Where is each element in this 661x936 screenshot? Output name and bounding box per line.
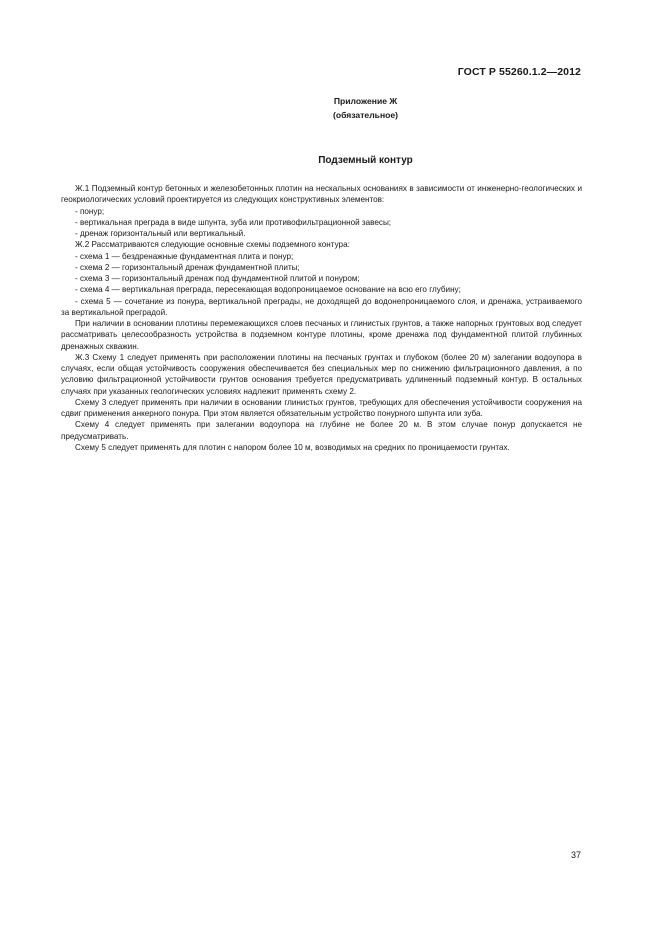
paragraph: - схема 5 — сочетание из понура, вертикальной преграды, не доходящей до водонепроницаемого слоя, и дренажа, устраиваемого за вертикальной преградой. (61, 296, 582, 317)
paragraph: Ж.3 Схему 1 следует применять при расположении плотины на песчаных грунтах и глубоком (более 20 м) залегании водоупора в случаях, если общая устойчивость сооружения обеспечивается без специальных мер по снижению фильтрационного давления, а по условию фильтрационной устойчивости грунтов основания требуется предусматривать удлиненный подземный контур. В остальных случаях при указанных геологических условиях надлежит применять схему 2. (61, 352, 582, 396)
body-text (61, 183, 582, 453)
paragraph: Схему 3 следует применять при наличии в основании глинистых грунтов, требующих для обеспечения устойчивости сооружения на сдвиг применения анкерного понура. При этом является обязательным устройство понурного шпунта или зуба. (61, 397, 582, 418)
paragraph: - схема 4 — вертикальная преграда, пересекающая водопроницаемое основание на всю его глубину; (75, 285, 461, 295)
paragraph: - дренаж горизонтальный или вертикальный. (75, 229, 246, 238)
paragraph: - схема 3 — горизонтальный дренаж под фундаментной плитой и понуром; (75, 274, 360, 283)
paragraph: Схему 5 следует применять для плотин с напором более 10 м, возводимых на средних по проницаемости грунтах. (75, 442, 510, 452)
paragraph: - понур; (75, 206, 105, 216)
paragraph: - схема 2 — горизонтальный дренаж фундаментной плиты; (75, 262, 300, 272)
document-code: ГОСТ Р 55260.1.2—2012 (457, 66, 581, 78)
appendix-title: Приложение Ж (333, 96, 398, 106)
paragraph: Ж.2 Рассматриваются следующие основные схемы подземного контура: (75, 240, 350, 250)
section-title: Подземный контур (318, 155, 413, 166)
appendix-status: (обязательное) (332, 109, 399, 120)
page-number: 37 (571, 850, 582, 860)
paragraph: Схему 4 следует применять при залегании водоупора на глубине не более 20 м. В этом случае понур допускается не предусматривать. (61, 420, 582, 441)
paragraph: При наличии в основании плотины перемежающихся слоев песчаных и глинистых грунтов, а также напорных грунтовых вод следует рассматривать целесообразность устройства в подземном контуре плотины, кроме дренажа под фундаментной плитой глубинных дренажных скважин. (61, 319, 582, 351)
paragraph: Ж.1 Подземный контур бетонных и железобетонных плотин на нескальных основаниях в зависимости от инженерно-геологических и геокриологических условий проектируется из следующих конструктивных элементов: (61, 184, 582, 205)
paragraph: - вертикальная преграда в виде шпунта, зуба или противофильтрационной завесы; (75, 217, 392, 227)
appendix-heading (0, 95, 661, 122)
paragraph: - схема 1 — бездренажные фундаментная плита и понур; (75, 251, 294, 261)
